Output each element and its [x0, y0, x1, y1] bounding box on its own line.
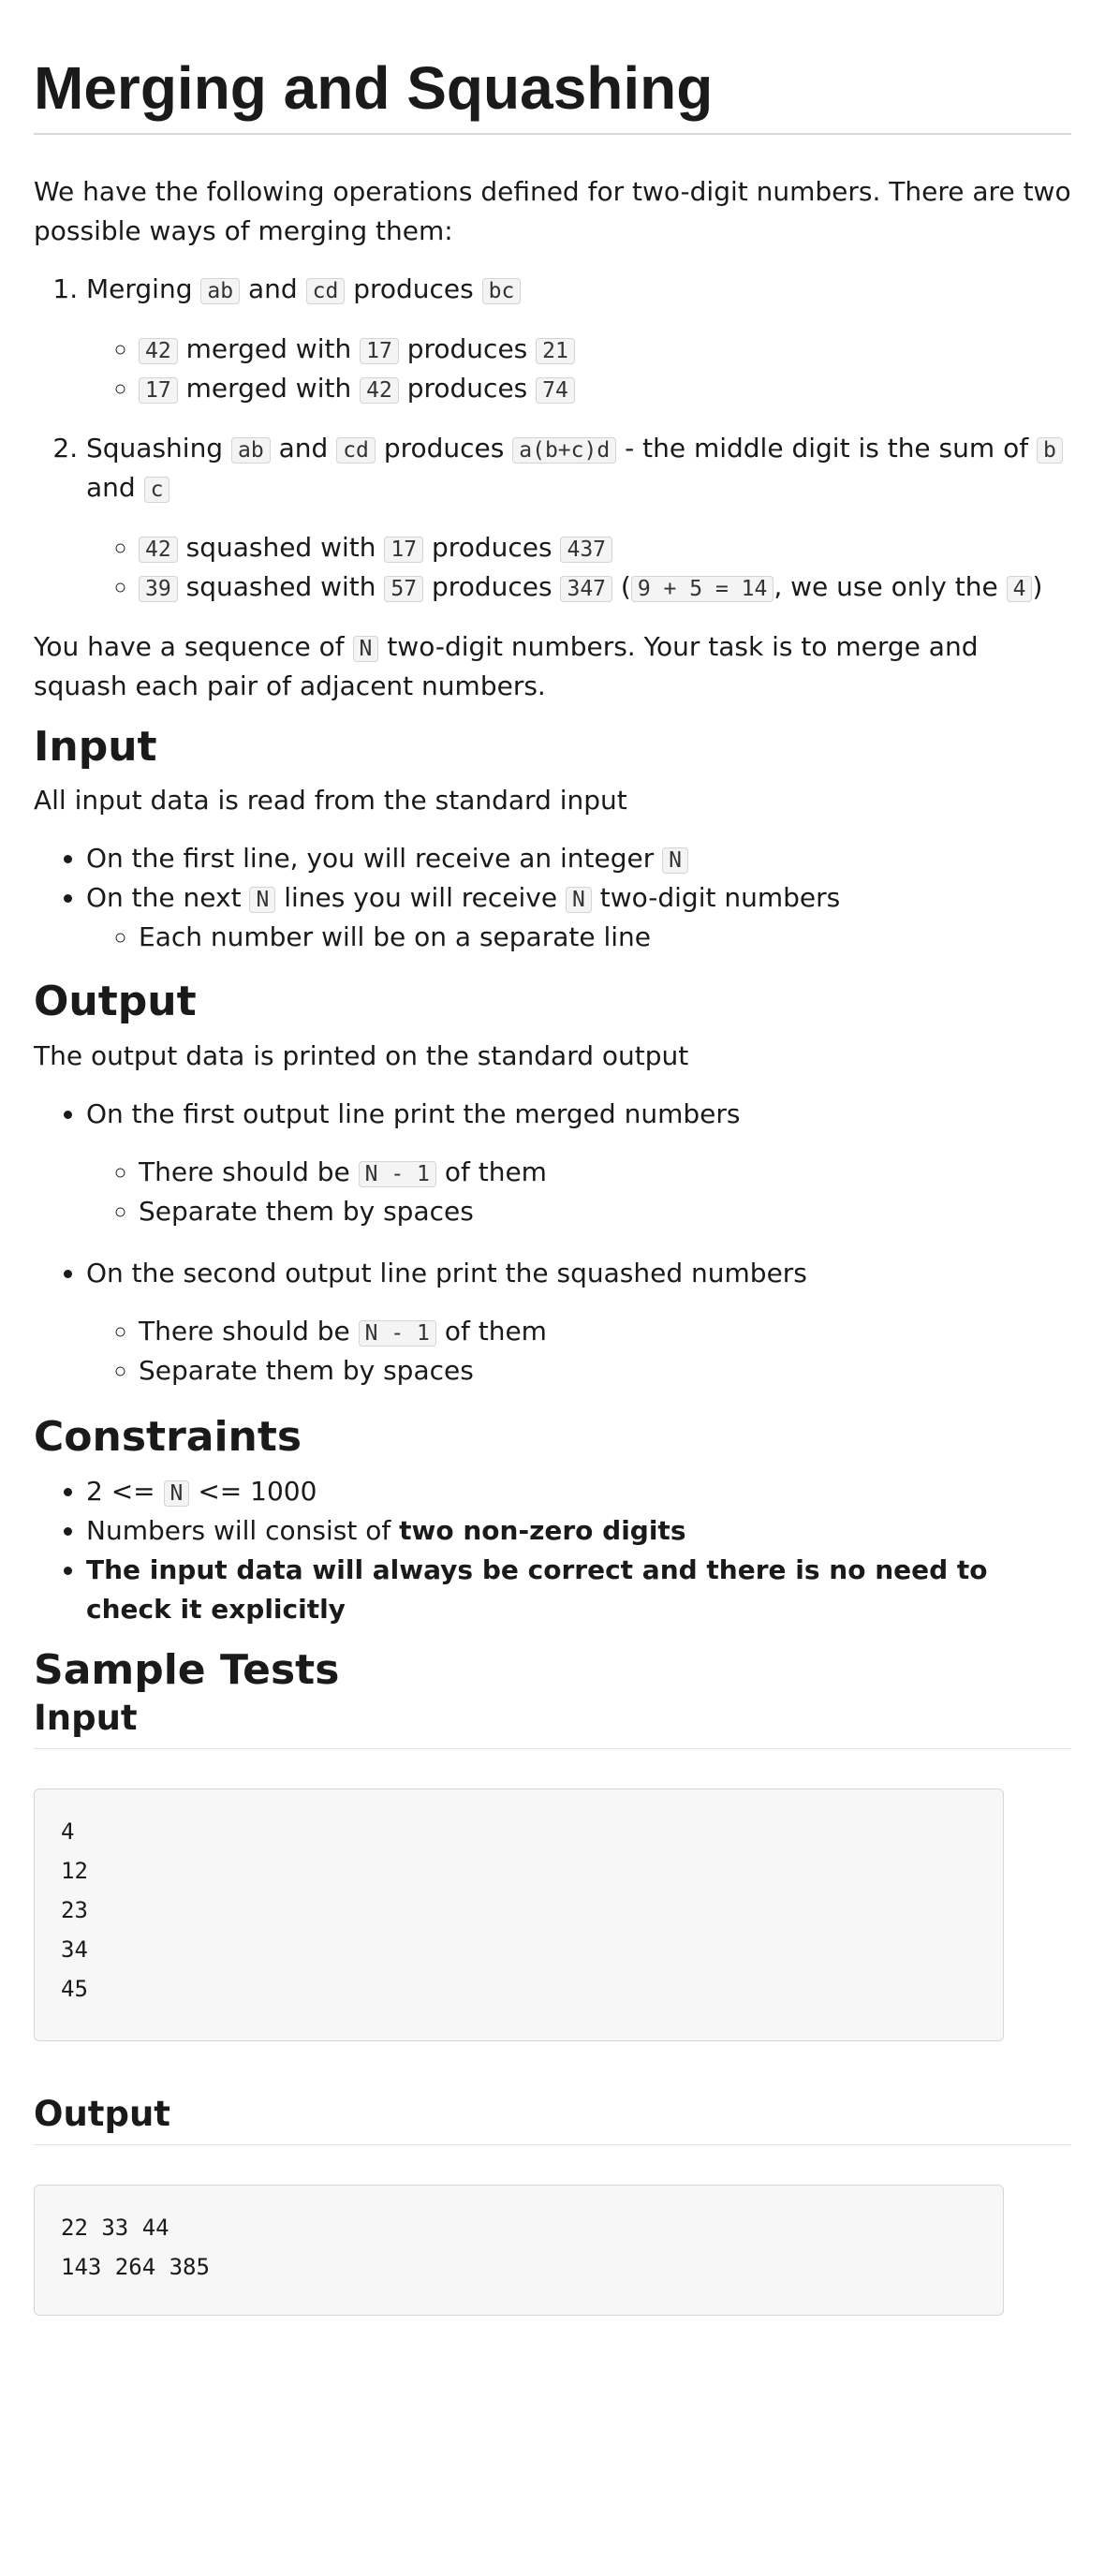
- inline-code: 17: [360, 338, 399, 364]
- operations-list: [34, 270, 1071, 607]
- inline-code: a(b+c)d: [512, 437, 616, 464]
- list-item: • On the next N lines you will receive N two-digit numbers ◦ Each number will be on a separate line: [86, 878, 1071, 957]
- input-list: [34, 839, 1071, 957]
- inline-code: N - 1: [359, 1161, 436, 1187]
- inline-code: N: [249, 887, 275, 913]
- output-list: [34, 1095, 1071, 1391]
- inline-code: cd: [306, 278, 346, 304]
- inline-code: 437: [560, 537, 612, 563]
- sample-input-heading: Input: [34, 1696, 1071, 1749]
- inline-code: ab: [200, 278, 240, 304]
- sample-output-block: [34, 2185, 1004, 2316]
- code-line: 4: [61, 1818, 75, 1845]
- inline-code: N: [353, 636, 379, 662]
- list-item: ◦ Separate them by spaces: [139, 1351, 1071, 1391]
- inline-code: ab: [231, 437, 271, 464]
- squash-operation: 2. Squashing ab and cd produces a(b+c)d - the middle digit is the sum of b and c ◦ 42 squashed with 17 produces 437 ◦ 39 squashed with 57 produces 347 ( 9 + 5 = 14 , we use only the 4 ): [86, 429, 1071, 607]
- merge-operation: 1. Merging ab and cd produces bc ◦ 42 merged with 17 produces 21 ◦ 17 merged with 42 produces 74: [86, 270, 1071, 408]
- sample-tests-heading: Sample Tests: [34, 1645, 340, 1694]
- inline-code: b: [1037, 437, 1063, 464]
- inline-code: N: [662, 847, 688, 874]
- inline-code: 9 + 5 = 14: [631, 576, 774, 602]
- code-line: 143 264 385: [61, 2253, 210, 2280]
- output-sublist: [86, 1153, 1071, 1231]
- list-item: • The input data will always be correct and there is no need to check it explicitly: [86, 1551, 1071, 1629]
- inline-code: bc: [482, 278, 522, 304]
- inline-code: N: [566, 887, 592, 913]
- inline-code: 74: [536, 377, 575, 404]
- inline-code: 57: [384, 576, 423, 602]
- constraints-heading: Constraints: [34, 1413, 302, 1462]
- inline-code: N: [164, 1480, 190, 1507]
- merge-examples: [86, 330, 1071, 408]
- output-sublist: [86, 1312, 1071, 1391]
- code-line: 34: [61, 1936, 88, 1963]
- task-paragraph: You have a sequence of N two-digit numbers. Your task is to merge and squash each pair of adjacent numbers.: [34, 630, 979, 701]
- inline-code: cd: [336, 437, 376, 464]
- inline-code: 42: [360, 377, 399, 404]
- sample-input-block: [34, 1788, 1004, 2041]
- code-line: 45: [61, 1975, 88, 2002]
- inline-code: N - 1: [359, 1320, 436, 1347]
- inline-code: c: [144, 477, 170, 503]
- input-sublist: [86, 918, 1071, 957]
- list-item: ◦ There should be N - 1 of them: [139, 1153, 1071, 1192]
- list-item: ◦ 17 merged with 42 produces 74: [139, 369, 1071, 408]
- list-item: ◦ Separate them by spaces: [139, 1192, 1071, 1231]
- inline-code: 4: [1007, 576, 1033, 602]
- squash-examples: [86, 528, 1071, 607]
- list-item: ◦ 39 squashed with 57 produces 347 ( 9 + 5 = 14 , we use only the 4 ): [139, 567, 1071, 607]
- list-item: • On the first output line print the merged numbers ◦ There should be N - 1 of them ◦ Separate them by spaces: [86, 1095, 1071, 1231]
- list-item: ◦ Each number will be on a separate line: [139, 918, 1071, 957]
- list-item: • On the second output line print the squashed numbers ◦ There should be N - 1 of them ◦ Separate them by spaces: [86, 1254, 1071, 1391]
- code-line: 22 33 44: [61, 2214, 169, 2241]
- sample-output-heading: Output: [34, 2092, 1071, 2145]
- list-item: ◦ 42 merged with 17 produces 21: [139, 330, 1071, 369]
- list-item: ◦ There should be N - 1 of them: [139, 1312, 1071, 1351]
- output-heading: Output: [34, 978, 197, 1026]
- inline-code: 21: [536, 338, 575, 364]
- inline-code: 39: [139, 576, 178, 602]
- inline-code: 42: [139, 537, 178, 563]
- inline-code: 347: [560, 576, 612, 602]
- inline-code: 42: [139, 338, 178, 364]
- list-item: • Numbers will consist of two non-zero digits: [86, 1511, 1071, 1551]
- inline-code: 17: [384, 537, 423, 563]
- page-title: Merging and Squashing: [34, 0, 1071, 135]
- input-description: All input data is read from the standard input: [34, 785, 627, 817]
- list-item: • 2 <= N <= 1000: [86, 1472, 1071, 1511]
- output-description: The output data is printed on the standard output: [34, 1040, 689, 1072]
- intro-paragraph: We have the following operations defined for two-digit numbers. There are two possible ways of merging them:: [34, 175, 1071, 246]
- code-line: 12: [61, 1857, 88, 1884]
- list-item: • On the first line, you will receive an integer N: [86, 839, 1071, 878]
- input-heading: Input: [34, 722, 157, 771]
- code-line: 23: [61, 1896, 88, 1923]
- constraints-list: [34, 1472, 1071, 1629]
- inline-code: 17: [139, 377, 178, 404]
- list-item: ◦ 42 squashed with 17 produces 437: [139, 528, 1071, 567]
